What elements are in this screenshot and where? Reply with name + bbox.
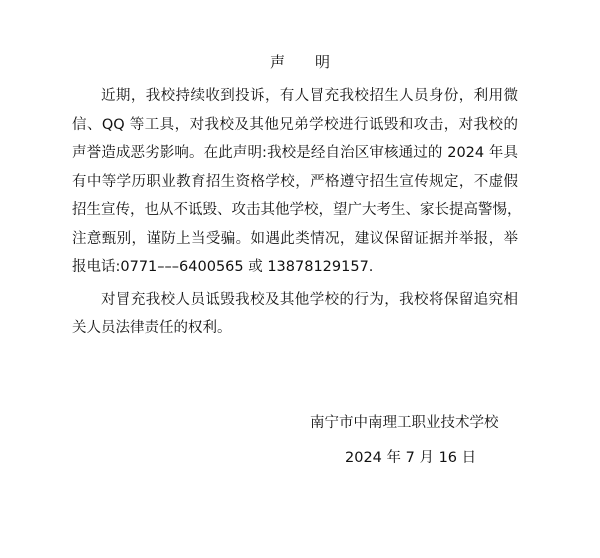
paragraph-line: 声誉造成恶劣影响。在此声明:我校是经自治区审核通过的 2024 年具 bbox=[72, 145, 518, 161]
title-char-1: 声 bbox=[269, 53, 285, 71]
paragraph-line: 报电话:0771–––6400565 或 13878129157. bbox=[72, 259, 374, 275]
paragraph-line: 近期，我校持续收到投诉，有人冒充我校招生人员身份，利用微 bbox=[101, 88, 518, 104]
paragraph-line: 对冒充我校人员诋毁我校及其他学校的行为，我校将保留追究相 bbox=[101, 291, 518, 308]
signature-school-name: 南宁市中南理工职业技术学校 bbox=[310, 415, 499, 431]
paragraph-2 bbox=[72, 286, 518, 343]
signature-date: 2024 年 7 月 16 日 bbox=[345, 450, 477, 466]
paragraph-line: 关人员法律责任的权利。 bbox=[72, 320, 232, 336]
paragraph-line: 信、QQ 等工具，对我校及其他兄弟学校进行诋毁和攻击，对我校的 bbox=[72, 116, 518, 133]
paragraph-line: 注意甄别，谨防上当受骗。如遇此类情况，建议保留证据并举报，举 bbox=[72, 230, 518, 247]
paragraph-1 bbox=[72, 82, 522, 282]
notice-body bbox=[72, 82, 522, 343]
paragraph-line: 招生宣传，也从不诋毁、攻击其他学校，望广大考生、家长提高警惕， bbox=[72, 202, 522, 218]
paragraph-line: 有中等学历职业教育招生资格学校，严格遵守招生宣传规定，不虚假 bbox=[72, 173, 518, 190]
title-char-2: 明 bbox=[315, 53, 331, 71]
notice-title bbox=[0, 51, 600, 72]
